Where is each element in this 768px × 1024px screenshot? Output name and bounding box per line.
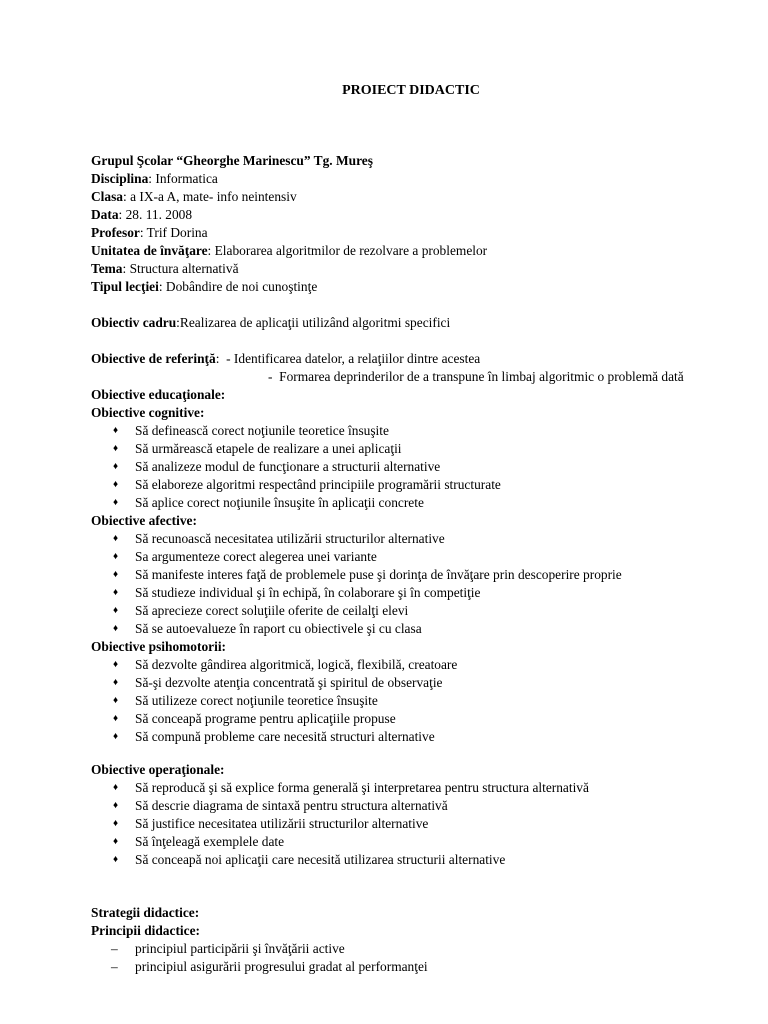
cognitive-heading: Obiective cognitive: <box>91 405 205 420</box>
operational-heading: Obiective operaţionale: <box>91 762 225 777</box>
list-item-text: Să se autoevalueze în raport cu obiectivele şi cu clasa <box>135 621 422 636</box>
meta-line <box>91 188 748 206</box>
list-item <box>91 602 748 620</box>
list-item-text: Să compună probleme care necesită structuri alternative <box>135 729 435 744</box>
diamond-bullet-icon: ♦ <box>113 443 119 454</box>
list-item-text: principiul asigurării progresului gradat al performanţei <box>135 959 428 974</box>
list-item-text: Să conceapă noi aplicaţii care necesită utilizarea structurii alternative <box>135 852 506 867</box>
diamond-bullet-icon: ♦ <box>113 587 119 598</box>
strategies-heading: Strategii didactice: <box>91 905 200 920</box>
list-item <box>91 815 748 833</box>
affective-heading: Obiective afective: <box>91 513 197 528</box>
meta-separator: : <box>123 189 131 204</box>
diamond-bullet-icon: ♦ <box>113 461 119 472</box>
objective-cadru-label: Obiectiv cadru <box>91 315 177 330</box>
meta-value: Trif Dorina <box>146 225 208 240</box>
operational-section <box>91 761 748 869</box>
meta-label: Unitatea de învăţare <box>91 243 208 258</box>
list-item <box>91 797 748 815</box>
diamond-bullet-icon: ♦ <box>113 731 119 742</box>
list-item-text: Să conceapă programe pentru aplicaţiile propuse <box>135 711 396 726</box>
list-item <box>91 584 748 602</box>
list-item-text: Să utilizeze corect noţiunile teoretice însuşite <box>135 693 378 708</box>
objective-referinta-sep: : <box>215 351 220 366</box>
meta-list <box>91 170 748 296</box>
list-item-text: Să-şi dezvolte atenţia concentrată şi spiritul de observaţie <box>135 675 443 690</box>
list-item <box>91 851 748 869</box>
meta-separator: : <box>139 225 147 240</box>
objective-referinta-line1: - Identificarea datelor, a relaţiilor dintre acestea <box>219 351 481 366</box>
objective-referinta-label: Obiective de referinţă <box>91 351 216 366</box>
list-item-text: Sa argumenteze corect alegerea unei variante <box>135 549 377 564</box>
list-item <box>91 728 748 746</box>
psychomotor-list <box>91 656 748 746</box>
strategies-section <box>91 904 748 976</box>
cognitive-list <box>91 422 748 512</box>
list-item <box>91 458 748 476</box>
meta-value: a IX-a A, mate- info neintensiv <box>130 189 297 204</box>
meta-separator: : <box>118 207 126 222</box>
list-item <box>91 476 748 494</box>
list-item-text: Să elaboreze algoritmi respectând principiile programării structurate <box>135 477 501 492</box>
operational-list <box>91 779 748 869</box>
diamond-bullet-icon: ♦ <box>113 425 119 436</box>
list-item <box>91 710 748 728</box>
list-item <box>91 494 748 512</box>
list-item-text: Să urmărească etapele de realizare a unei aplicaţii <box>135 441 402 456</box>
meta-separator: : <box>122 261 130 276</box>
meta-label: Disciplina <box>91 171 149 186</box>
list-item <box>91 548 748 566</box>
list-item-text: principiul participării şi învăţării active <box>135 941 345 956</box>
objective-cadru <box>91 314 748 332</box>
list-item-text: Să analizeze modul de funcţionare a structurii alternative <box>135 459 441 474</box>
meta-line <box>91 170 748 188</box>
list-item <box>91 566 748 584</box>
meta-line <box>91 278 748 296</box>
list-item-text: Să aplice corect noţiunile însuşite în aplicaţii concrete <box>135 495 424 510</box>
objective-referinta <box>91 350 748 746</box>
meta-label: Tipul lecţiei <box>91 279 159 294</box>
educational-heading: Obiective educaţionale: <box>91 387 226 402</box>
list-item-text: Să studieze individual şi în echipă, în colaborare şi în competiţie <box>135 585 481 600</box>
list-item-text: Să justifice necesitatea utilizării structurilor alternative <box>135 816 429 831</box>
principles-list <box>91 940 748 976</box>
meta-label: Clasa <box>91 189 123 204</box>
diamond-bullet-icon: ♦ <box>113 836 119 847</box>
list-item-text: Să înţeleagă exemplele date <box>135 834 285 849</box>
meta-label: Profesor <box>91 225 140 240</box>
meta-value: Dobândire de noi cunoştinţe <box>165 279 318 294</box>
meta-value: Elaborarea algoritmilor de rezolvare a problemelor <box>214 243 488 258</box>
diamond-bullet-icon: ♦ <box>113 818 119 829</box>
meta-line <box>91 206 748 224</box>
meta-line <box>91 260 748 278</box>
list-item <box>91 440 748 458</box>
meta-value: Informatica <box>155 171 218 186</box>
list-item <box>91 940 748 958</box>
diamond-bullet-icon: ♦ <box>113 533 119 544</box>
diamond-bullet-icon: ♦ <box>113 854 119 865</box>
diamond-bullet-icon: ♦ <box>113 659 119 670</box>
list-item <box>91 656 748 674</box>
diamond-bullet-icon: ♦ <box>113 605 119 616</box>
dash-icon: – <box>111 941 118 956</box>
list-item-text: Să manifeste interes faţă de problemele puse şi dorinţa de învăţare prin descoperire proprie <box>135 567 622 582</box>
meta-line <box>91 242 748 260</box>
list-item <box>91 779 748 797</box>
diamond-bullet-icon: ♦ <box>113 551 119 562</box>
meta-separator: : <box>207 243 215 258</box>
list-item <box>91 530 748 548</box>
psychomotor-heading: Obiective psihomotorii: <box>91 639 227 654</box>
meta-value: Structura alternativă <box>129 261 239 276</box>
header-info <box>91 152 748 296</box>
diamond-bullet-icon: ♦ <box>113 479 119 490</box>
diamond-bullet-icon: ♦ <box>113 782 119 793</box>
list-item-text: Să recunoască necesitatea utilizării structurilor alternative <box>135 531 445 546</box>
objective-cadru-sep: : <box>176 315 180 330</box>
diamond-bullet-icon: ♦ <box>113 800 119 811</box>
dash-icon: – <box>111 959 118 974</box>
diamond-bullet-icon: ♦ <box>113 569 119 580</box>
list-item-text: Să dezvolte gândirea algoritmică, logică, flexibilă, creatoare <box>135 657 458 672</box>
meta-value: 28. 11. 2008 <box>125 207 193 222</box>
list-item <box>91 958 748 976</box>
objective-referinta-line2: - Formarea deprinderilor de a transpune în limbaj algoritmic o problemă dată <box>268 369 684 384</box>
diamond-bullet-icon: ♦ <box>113 623 119 634</box>
document-title: PROIECT DIDACTIC <box>342 83 480 98</box>
list-item <box>91 422 748 440</box>
list-item <box>91 674 748 692</box>
meta-separator: : <box>158 279 166 294</box>
diamond-bullet-icon: ♦ <box>113 695 119 706</box>
principles-heading: Principii didactice: <box>91 923 200 938</box>
list-item <box>91 620 748 638</box>
diamond-bullet-icon: ♦ <box>113 713 119 724</box>
diamond-bullet-icon: ♦ <box>113 677 119 688</box>
list-item-text: Să aprecieze corect soluţiile oferite de ceilalţi elevi <box>135 603 409 618</box>
list-item <box>91 833 748 851</box>
affective-list <box>91 530 748 638</box>
list-item-text: Să descrie diagrama de sintaxă pentru structura alternativă <box>135 798 448 813</box>
list-item-text: Să reproducă şi să explice forma generală şi interpretarea pentru structura alternativă <box>135 780 589 795</box>
school-name: Grupul Şcolar “Gheorghe Marinescu” Tg. Mureş <box>91 153 373 168</box>
meta-label: Tema <box>91 261 123 276</box>
meta-label: Data <box>91 207 119 222</box>
diamond-bullet-icon: ♦ <box>113 497 119 508</box>
meta-separator: : <box>148 171 156 186</box>
meta-line <box>91 224 748 242</box>
list-item-text: Să definească corect noţiunile teoretice însuşite <box>135 423 389 438</box>
list-item <box>91 692 748 710</box>
objective-cadru-value: Realizarea de aplicaţii utilizând algoritmi specifici <box>179 315 451 330</box>
